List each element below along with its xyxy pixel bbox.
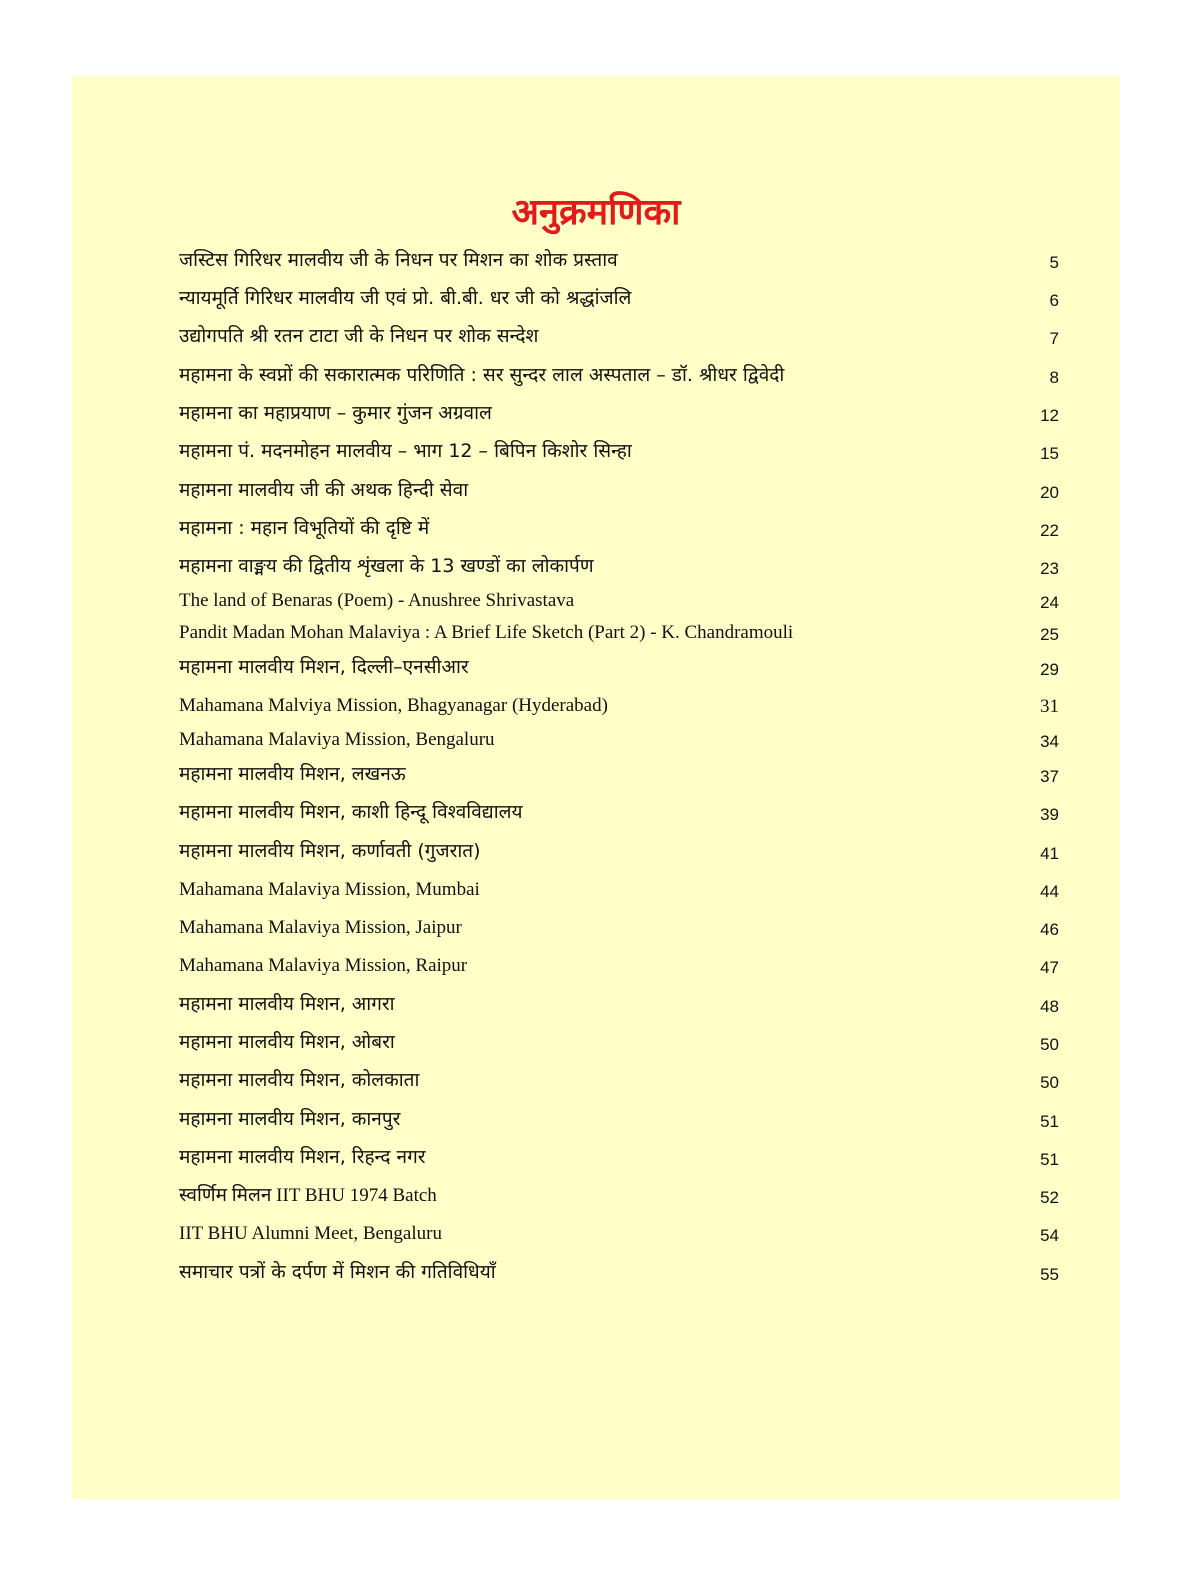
entry-title: IIT BHU Alumni Meet, Bengaluru [179, 1223, 442, 1244]
entry-page-number: 55 [1040, 1265, 1059, 1284]
entry-page-number: 50 [1040, 1035, 1059, 1054]
entry-title: महामना मालवीय मिशन, ओबरा [179, 1031, 395, 1053]
toc-entry [179, 655, 1059, 685]
toc-entry [179, 727, 1059, 757]
entry-title: महामना मालवीय मिशन, काशी हिन्दू विश्वविद्यालय [179, 801, 523, 823]
toc-entry [179, 1183, 1059, 1213]
entry-title: Mahamana Malaviya Mission, Jaipur [179, 917, 462, 938]
contents-panel [72, 76, 1120, 1499]
entry-title: Mahamana Malviya Mission, Bhagyanagar (Hyderabad) [179, 695, 608, 716]
entry-page-number: 22 [1040, 521, 1059, 540]
toc-entry [179, 516, 1059, 546]
toc-entry [179, 248, 1059, 278]
toc-entry [179, 992, 1059, 1022]
entry-page-number: 15 [1040, 444, 1059, 463]
entry-title: The land of Benaras (Poem) - Anushree Shrivastava [179, 590, 575, 611]
toc-entry [179, 1030, 1059, 1060]
entry-page-number: 52 [1040, 1188, 1059, 1207]
entry-page-number: 25 [1040, 625, 1059, 644]
entry-page-number: 46 [1040, 920, 1059, 939]
entry-page-number: 39 [1040, 805, 1059, 824]
entry-title: Mahamana Malaviya Mission, Bengaluru [179, 729, 495, 750]
entry-page-number: 51 [1040, 1112, 1059, 1131]
toc-entry [179, 915, 1059, 945]
toc-entry [179, 620, 1059, 650]
entry-title: महामना मालवीय मिशन, कोलकाता [179, 1069, 420, 1091]
toc-entry [179, 1145, 1059, 1175]
entry-title: महामना का महाप्रयाण – कुमार गुंजन अग्रवाल [179, 402, 492, 424]
toc-entry [179, 800, 1059, 830]
entry-title: महामना : महान विभूतियों की दृष्टि में [179, 517, 430, 539]
table-of-contents [72, 76, 1120, 1499]
toc-entry [179, 839, 1059, 869]
entry-page-number: 7 [1049, 329, 1059, 348]
entry-title: महामना वाङ्मय की द्वितीय शृंखला के 13 खण्डों का लोकार्पण [179, 555, 594, 577]
toc-entry [179, 554, 1059, 584]
entry-title: Pandit Madan Mohan Malaviya : A Brief Life Sketch (Part 2) - K. Chandramouli [179, 622, 794, 643]
entry-page-number: 54 [1040, 1226, 1059, 1245]
entry-title: महामना मालवीय मिशन, दिल्ली–एनसीआर [179, 656, 469, 678]
entry-title: Mahamana Malaviya Mission, Raipur [179, 955, 468, 976]
entry-page-number: 29 [1040, 660, 1059, 679]
entry-page-number: 47 [1040, 958, 1059, 977]
entry-title: महामना पं. मदनमोहन मालवीय – भाग 12 – बिपिन किशोर सिन्हा [179, 440, 632, 462]
entry-page-number: 37 [1040, 767, 1059, 786]
toc-entry [179, 401, 1059, 431]
entry-page-number: 8 [1049, 368, 1059, 387]
entry-page-number: 50 [1040, 1073, 1059, 1092]
entry-page-number: 20 [1040, 483, 1059, 502]
toc-entry [179, 1068, 1059, 1098]
toc-entry [179, 1221, 1059, 1251]
entry-page-number: 48 [1040, 997, 1059, 1016]
toc-entry [179, 439, 1059, 469]
toc-entry [179, 363, 1059, 393]
entry-title: महामना मालवीय जी की अथक हिन्दी सेवा [179, 479, 469, 501]
toc-entry [179, 877, 1059, 907]
entry-title: महामना मालवीय मिशन, कानपुर [179, 1108, 401, 1130]
entry-title: समाचार पत्रों के दर्पण में मिशन की गतिविधियाँ [179, 1261, 496, 1283]
toc-entry [179, 693, 1059, 723]
entry-title: न्यायमूर्ति गिरिधर मालवीय जी एवं प्रो. बी.बी. धर जी को श्रद्धांजलि [179, 287, 632, 309]
entry-page-number: 12 [1040, 406, 1059, 425]
toc-entry [179, 588, 1059, 618]
toc-entry [179, 1107, 1059, 1137]
toc-entry [179, 1260, 1059, 1290]
entry-page-number: 44 [1040, 882, 1059, 901]
entry-title: Mahamana Malaviya Mission, Mumbai [179, 879, 480, 900]
entry-page-number: 31 [1040, 696, 1059, 717]
toc-entry [179, 953, 1059, 983]
toc-entry [179, 286, 1059, 316]
entry-page-number: 23 [1040, 559, 1059, 578]
page-title: अनुक्रमणिका [511, 192, 681, 233]
toc-entry [179, 762, 1059, 792]
entry-title: उद्योगपति श्री रतन टाटा जी के निधन पर शोक सन्देश [179, 325, 539, 347]
entry-title: स्वर्णिम मिलन IIT BHU 1974 Batch [179, 1185, 437, 1206]
entry-title: महामना के स्वप्नों की सकारात्मक परिणिति : सर सुन्दर लाल अस्पताल – डॉ. श्रीधर द्विवेदी [179, 364, 785, 386]
toc-entry [179, 478, 1059, 508]
entry-page-number: 6 [1049, 291, 1059, 310]
entry-title: महामना मालवीय मिशन, आगरा [179, 993, 395, 1015]
entry-title: महामना मालवीय मिशन, कर्णावती (गुजरात) [179, 840, 481, 862]
entry-page-number: 24 [1040, 593, 1059, 612]
entry-title: जस्टिस गिरिधर मालवीय जी के निधन पर मिशन का शोक प्रस्ताव [179, 249, 618, 271]
entry-title: महामना मालवीय मिशन, लखनऊ [179, 763, 406, 785]
entry-page-number: 41 [1040, 844, 1059, 863]
entry-page-number: 5 [1049, 253, 1059, 272]
entry-page-number: 51 [1040, 1150, 1059, 1169]
entry-title: महामना मालवीय मिशन, रिहन्द नगर [179, 1146, 426, 1168]
entry-page-number: 34 [1040, 732, 1059, 751]
toc-entry [179, 324, 1059, 354]
